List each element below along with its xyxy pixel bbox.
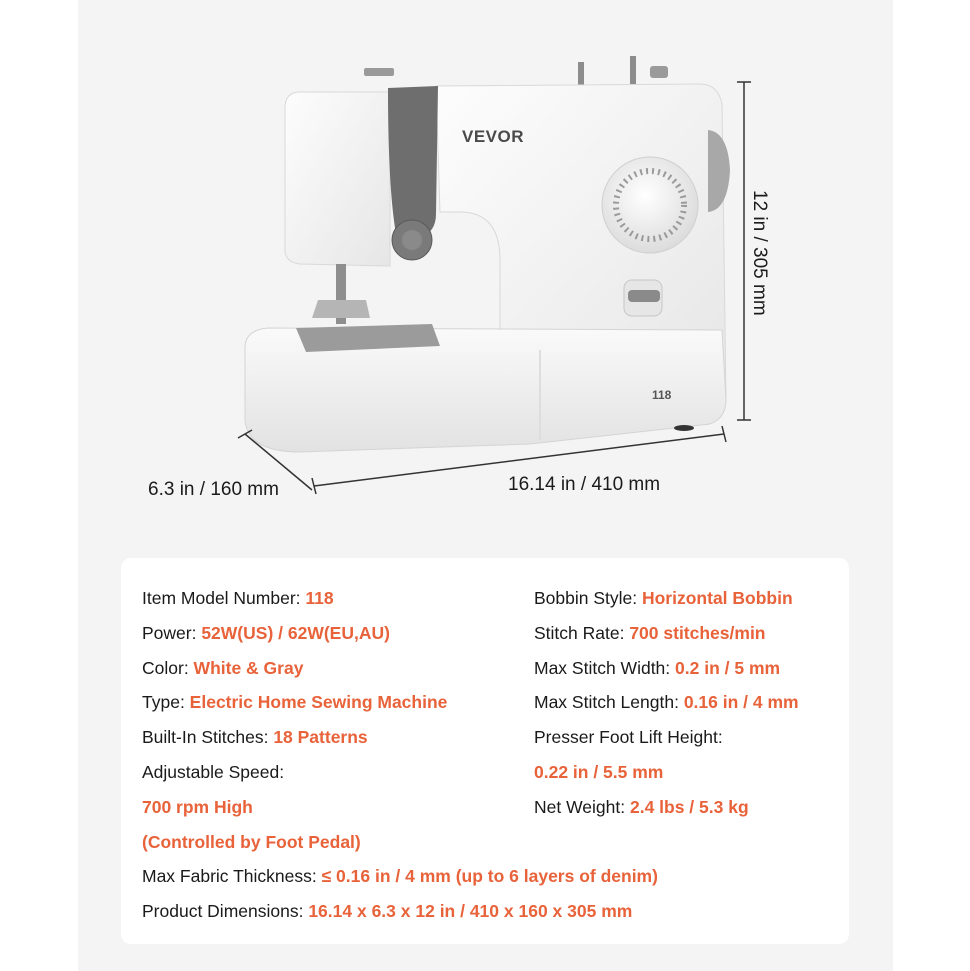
brand-logo: VEVOR (462, 127, 525, 146)
depth-dimension-label: 6.3 in / 160 mm (148, 479, 279, 500)
spec-row-foot-lift (534, 725, 723, 749)
spec-label: Adjustable Speed: (142, 762, 285, 782)
spec-row-power (142, 621, 390, 645)
thread-guide (364, 68, 394, 76)
spec-value: 700 stitches/min (629, 623, 766, 643)
spec-label: Net Weight: (534, 797, 630, 817)
handwheel (708, 130, 730, 212)
spec-label: Color: (142, 658, 194, 678)
spec-row-speed-value (142, 795, 253, 819)
spec-row-stitch-width (534, 656, 780, 680)
spec-value: 0.22 in / 5.5 mm (534, 762, 664, 782)
spec-label: Product Dimensions: (142, 901, 309, 921)
foot (674, 425, 694, 431)
spec-label: Max Stitch Width: (534, 658, 676, 678)
spec-label: Presser Foot Lift Height: (534, 727, 723, 747)
presser-foot (312, 300, 370, 318)
spec-label: Bobbin Style: (534, 588, 642, 608)
spec-row-stitch-rate (534, 621, 766, 645)
spec-value: 700 rpm High (142, 797, 253, 817)
spec-label: Max Stitch Length: (534, 692, 684, 712)
height-dimension-label: 12 in / 305 mm (749, 190, 770, 316)
spec-value: 2.4 lbs / 5.3 kg (629, 797, 749, 817)
spec-row-speed-note (142, 830, 361, 854)
spec-value: (Controlled by Foot Pedal) (142, 832, 361, 852)
spec-label: Max Fabric Thickness: (142, 866, 322, 886)
spec-row-weight (534, 795, 749, 819)
reverse-lever (628, 290, 660, 302)
spec-value: 18 Patterns (273, 727, 368, 747)
specifications-card (121, 558, 849, 944)
spec-row-color (142, 656, 303, 680)
spec-value: 52W(US) / 62W(EU,AU) (201, 623, 390, 643)
spec-value: White & Gray (193, 658, 304, 678)
spec-row-stitches (142, 725, 368, 749)
machine-head (285, 92, 390, 266)
spec-row-speed (142, 760, 284, 784)
spec-row-bobbin (534, 586, 793, 610)
spec-row-stitch-length (534, 690, 799, 714)
spec-label: Power: (142, 623, 202, 643)
bobbin-winder (650, 66, 668, 78)
spec-value: 16.14 x 6.3 x 12 in / 410 x 160 x 305 mm (308, 901, 633, 921)
spec-row-foot-lift-value (534, 760, 663, 784)
spec-value: 118 (305, 588, 334, 608)
spec-row-model (142, 586, 334, 610)
width-dimension-label: 16.14 in / 410 mm (508, 474, 661, 495)
spec-label: Item Model Number: (142, 588, 306, 608)
spec-value: 0.2 in / 5 mm (675, 658, 781, 678)
model-badge: 118 (652, 388, 672, 402)
spec-row-fabric-thickness (142, 864, 658, 888)
spec-value: Horizontal Bobbin (641, 588, 793, 608)
spec-row-type (142, 690, 447, 714)
spec-row-product-dimensions (142, 899, 632, 923)
spec-label: Built-In Stitches: (142, 727, 274, 747)
spec-label: Type: (142, 692, 190, 712)
spec-value: 0.16 in / 4 mm (683, 692, 799, 712)
spec-value: ≤ 0.16 in / 4 mm (up to 6 layers of denim) (321, 866, 658, 886)
dial-center (402, 230, 422, 250)
spec-label: Stitch Rate: (534, 623, 630, 643)
spec-value: Electric Home Sewing Machine (189, 692, 448, 712)
